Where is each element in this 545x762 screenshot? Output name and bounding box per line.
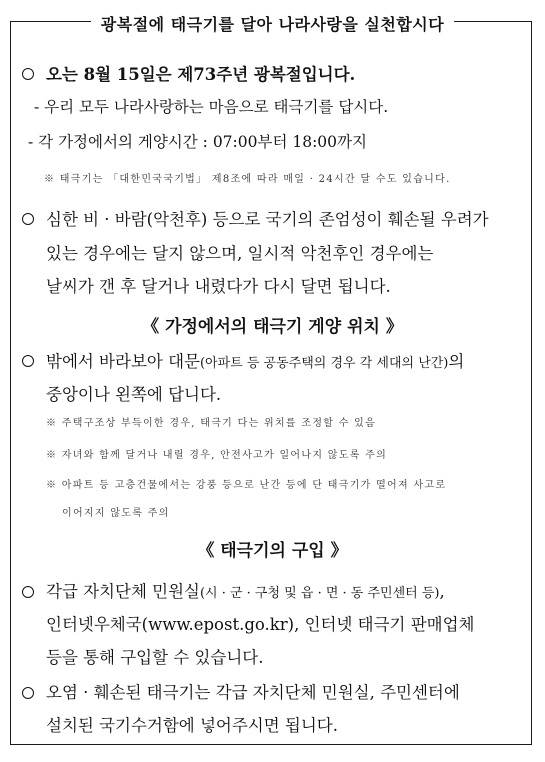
bullet-circle-icon [22, 352, 34, 371]
section4-line-1 [46, 578, 445, 602]
circle-icon [22, 586, 34, 598]
bullet-circle-icon [22, 684, 34, 703]
section3-note-4: 이어지지 않도록 주의 [62, 508, 170, 519]
section3-line-1-end: 의 [448, 352, 465, 371]
section2-line-3: 날씨가 갠 후 달거나 내렸다가 다시 달면 됩니다. [46, 277, 391, 296]
section3-note-3: ※ 아파트 등 고층건물에서는 강풍 등으로 난간 등에 단 태극기가 떨어져 사고로 [46, 480, 447, 491]
heading-purchase: 《 태극기의 구입 》 [197, 541, 348, 561]
bullet-circle-icon [22, 583, 34, 602]
section1-line-2: - 각 가정에서의 게양시간 : 07:00부터 18:00까지 [28, 133, 367, 151]
circle-icon [22, 68, 34, 80]
bullet-circle-icon [22, 65, 34, 84]
title-wrap [0, 10, 545, 37]
page-title: 광복절에 태극기를 달아 나라사랑을 실천합시다 [91, 10, 454, 37]
section4-line-1-paren: (시 · 군 · 구청 및 읍 · 면 · 동 주민센터 등) [199, 586, 440, 601]
circle-icon [22, 355, 34, 367]
section3-line-1-paren: (아파트 등 공동주택의 경우 각 세대의 난간) [199, 356, 449, 371]
section3-line-2: 중앙이나 왼쪽에 답니다. [46, 385, 222, 404]
section3-line-1 [46, 348, 464, 372]
circle-icon [22, 213, 34, 225]
section3-note-2: ※ 자녀와 함께 달거나 내릴 경우, 안전사고가 일어나지 않도록 주의 [46, 450, 388, 461]
section2-line-1: 심한 비 · 바람(악천후) 등으로 국기의 존엄성이 훼손될 우려가 [46, 210, 489, 229]
bullet-circle-icon [22, 210, 34, 229]
heading-display-position: 《 가정에서의 태극기 게양 위치 》 [142, 317, 403, 337]
section4-line-1-end: , [439, 582, 445, 601]
section4-line-1-text: 각급 자치단체 민원실 [46, 582, 200, 601]
section5-line-2: 설치된 국기수거함에 넣어주시면 됩니다. [46, 716, 338, 735]
section2-line-2: 있는 경우에는 달지 않으며, 일시적 악천후인 경우에는 [46, 244, 434, 263]
section1-line-1: - 우리 모두 나라사랑하는 마음으로 태극기를 답시다. [34, 98, 389, 116]
section5-line-1: 오염 · 훼손된 태극기는 각급 자치단체 민원실, 주민센터에 [46, 683, 460, 702]
section3-line-1-text: 밖에서 바라보아 대문 [46, 352, 200, 371]
circle-icon [22, 687, 34, 699]
section1-note: ※ 태극기는 「대한민국국기법」 제8조에 따라 매일 · 24시간 달 수도 있습니다. [44, 174, 451, 185]
section4-line-3: 등을 통해 구입할 수 있습니다. [46, 648, 264, 667]
section1-headline: 오는 8월 15일은 제73주년 광복절입니다. [46, 65, 356, 84]
section4-line-2: 인터넷우체국(www.epost.go.kr), 인터넷 태극기 판매업체 [46, 615, 475, 634]
section3-note-1: ※ 주택구조상 부득이한 경우, 태극기 다는 위치를 조정할 수 있음 [46, 418, 377, 429]
